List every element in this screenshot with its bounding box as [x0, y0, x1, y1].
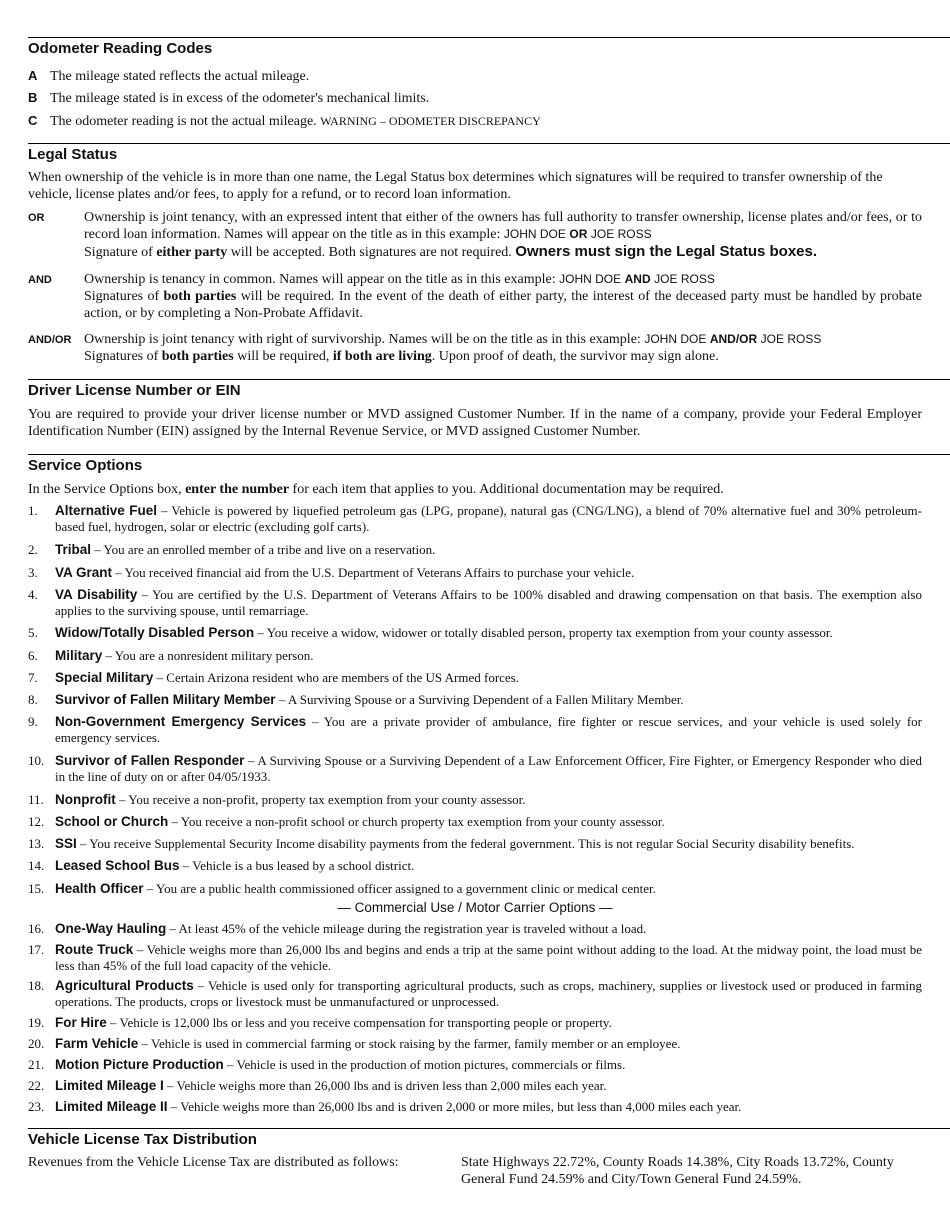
- option-body: [55, 814, 922, 830]
- option-description: – You receive a widow, widower or totally disabled person, property tax exemption from your county assessor.: [254, 625, 833, 640]
- option-number: 7.: [28, 670, 38, 685]
- code-letter: B: [28, 90, 38, 105]
- option-body: [55, 753, 922, 785]
- legal-status-andor-description: [84, 331, 922, 365]
- option-name: Non-Government Emergency Services: [55, 714, 307, 729]
- option-name: Survivor of Fallen Responder: [55, 753, 245, 768]
- odometer-warning: WARNING – ODOMETER DISCREPANCY: [320, 114, 541, 128]
- and-sig-pre: Signatures of: [84, 289, 164, 304]
- intro-bold: enter the number: [185, 482, 290, 497]
- example-conjunction: AND/OR: [709, 332, 758, 346]
- option-body: [55, 648, 922, 664]
- service-option-item: [28, 1036, 922, 1052]
- service-option-item: [28, 942, 922, 974]
- odometer-code-b: [28, 89, 429, 107]
- driver-license-text: You are required to provide your driver license number or MVD assigned Customer Number. If in the name of a company, provide your Federal Employer Identification Number (EIN) assigned by the Internal Revenue Service, or MVD assigned Customer Number.: [28, 407, 922, 439]
- option-number: 9.: [28, 714, 38, 729]
- option-name: Alternative Fuel: [55, 503, 158, 518]
- option-name: Special Military: [55, 670, 154, 685]
- service-option-item: [28, 836, 922, 852]
- section-divider: [28, 143, 950, 144]
- service-option-item: [28, 881, 922, 897]
- vlt-title: Vehicle License Tax Distribution: [28, 1131, 257, 1148]
- option-number: 17.: [28, 942, 45, 957]
- option-name: Widow/Totally Disabled Person: [55, 625, 255, 640]
- option-description: – Vehicle is used in commercial farming or stock raising by the farmer, family member or an employee.: [138, 1036, 681, 1051]
- option-name: School or Church: [55, 814, 169, 829]
- option-name: Tribal: [55, 542, 92, 557]
- option-description: – At least 45% of the vehicle mileage during the registration year is traveled without a load.: [166, 921, 647, 936]
- option-body: [55, 881, 922, 897]
- option-name: Health Officer: [55, 881, 144, 896]
- or-sig-post: will be accepted. Both signatures are not required.: [227, 245, 516, 260]
- option-body: [55, 503, 922, 535]
- option-description: – Vehicle is powered by liquefied petroleum gas (LPG, propane), natural gas (CNG/LNG), a blend of 70% alternative fuel and 30% petroleum-based fuel, hydrogen, solar or electric (excluding golf carts).: [55, 503, 922, 534]
- section-divider: [28, 454, 950, 455]
- option-number: 22.: [28, 1078, 45, 1093]
- service-option-item: [28, 978, 922, 1010]
- option-description: – Vehicle weighs more than 26,000 lbs and begins and ends a trip at the same point without adding to the load. At the midway point, the load must be less than 45% of the full load capacity of the vehicle.: [55, 942, 922, 973]
- option-number: 23.: [28, 1099, 45, 1114]
- odometer-section-title: Odometer Reading Codes: [28, 40, 213, 57]
- legal-status-key-and: AND: [28, 274, 52, 286]
- option-name: Route Truck: [55, 942, 134, 957]
- vlt-left-text: Revenues from the Vehicle License Tax are distributed as follows:: [28, 1155, 399, 1170]
- service-option-item: [28, 670, 922, 686]
- andor-sig-mid: will be required,: [233, 349, 333, 364]
- option-body: [55, 978, 922, 1010]
- option-number: 10.: [28, 753, 45, 768]
- option-name: SSI: [55, 836, 77, 851]
- option-number: 1.: [28, 503, 38, 518]
- option-number: 14.: [28, 858, 45, 873]
- option-body: [55, 714, 922, 746]
- or-text: Ownership is joint tenancy, with an expressed intent that either of the owners has full authority to transfer ownership, license plates and/or fees, or to record loan information. Names will appear on the title as in this example:: [84, 210, 922, 242]
- service-option-item: [28, 503, 922, 535]
- option-number: 3.: [28, 565, 38, 580]
- service-option-item: [28, 625, 922, 641]
- example-conjunction: OR: [569, 227, 588, 241]
- code-letter: C: [28, 113, 38, 128]
- option-name: VA Grant: [55, 565, 113, 580]
- service-option-item: [28, 565, 922, 581]
- service-option-item: [28, 1099, 922, 1115]
- option-description: – Vehicle weighs more than 26,000 lbs and is driven 2,000 or more miles, but less than 4,000 miles each year.: [167, 1099, 742, 1114]
- option-name: Agricultural Products: [55, 978, 194, 993]
- and-sig-post: will be required. In the event of the death of either party, the interest of the deceased party must be handled by probate action, or by completing a Non-Probate Affidavit.: [84, 289, 923, 321]
- service-options-title: Service Options: [28, 457, 143, 474]
- option-name: Military: [55, 648, 103, 663]
- option-body: [55, 1015, 922, 1031]
- example-name-1: JOHN DOE: [559, 272, 622, 286]
- odometer-code-a: [28, 67, 309, 85]
- example-name-1: JOHN DOE: [644, 332, 707, 346]
- service-option-item: [28, 1057, 922, 1073]
- service-option-item: [28, 692, 922, 708]
- option-description: – Vehicle is used in the production of motion pictures, commercials or films.: [223, 1057, 626, 1072]
- option-body: [55, 587, 922, 619]
- option-number: 18.: [28, 978, 45, 993]
- option-body: [55, 670, 922, 686]
- code-text: The odometer reading is not the actual mileage.: [50, 114, 321, 129]
- legal-status-intro: When ownership of the vehicle is in more than one name, the Legal Status box determines which signatures will be required to transfer ownership of the vehicle, license plates and/or fees, to apply for a refund, or to record loan information.: [28, 170, 883, 202]
- option-description: – A Surviving Spouse or a Surviving Dependent of a Law Enforcement Officer, Fire Fighter, or Emergency Responder who died in the line of duty on or after 04/05/1933.: [55, 753, 923, 784]
- option-body: [55, 1057, 922, 1073]
- example-name-2: JOE ROSS: [654, 272, 715, 286]
- option-body: [55, 1099, 922, 1115]
- section-divider: [28, 379, 950, 380]
- option-name: Leased School Bus: [55, 858, 180, 873]
- service-option-item: [28, 1078, 922, 1094]
- option-body: [55, 542, 922, 558]
- option-description: – Vehicle is used only for transporting agricultural products, such as crops, machinery, supplies or livestock used or produced in farming operations. The products, crops or livestock must be unmanufactured or unprocessed.: [55, 978, 922, 1009]
- option-name: Limited Mileage I: [55, 1078, 164, 1093]
- code-text: The mileage stated is in excess of the odometer's mechanical limits.: [50, 91, 430, 106]
- service-option-item: [28, 714, 922, 746]
- option-description: – Certain Arizona resident who are members of the US Armed forces.: [153, 670, 519, 685]
- vlt-distribution-text: State Highways 22.72%, County Roads 14.38%, City Roads 13.72%, County General Fund 24.59% and City/Town General Fund 24.59%.: [461, 1155, 894, 1187]
- option-number: 13.: [28, 836, 45, 851]
- code-letter: A: [28, 68, 38, 83]
- option-description: – You are an enrolled member of a tribe and live on a reservation.: [91, 542, 436, 557]
- driver-license-title: Driver License Number or EIN: [28, 382, 241, 399]
- option-description: – You received financial aid from the U.S. Department of Veterans Affairs to purchase your vehicle.: [112, 565, 635, 580]
- option-description: – You receive a non-profit school or church property tax exemption from your county assessor.: [168, 814, 665, 829]
- option-number: 2.: [28, 542, 38, 557]
- option-body: [55, 921, 922, 937]
- intro-pre: In the Service Options box,: [28, 482, 186, 497]
- legal-status-or-description: [84, 209, 922, 261]
- option-description: – You receive a non-profit, property tax exemption from your county assessor.: [115, 792, 526, 807]
- code-text: The mileage stated reflects the actual mileage.: [50, 69, 310, 84]
- option-description: – You are a private provider of ambulance, fire fighter or rescue services, and your vehicle is used solely for emergency services.: [55, 714, 922, 745]
- option-name: Survivor of Fallen Military Member: [55, 692, 276, 707]
- option-number: 11.: [28, 792, 44, 807]
- option-number: 6.: [28, 648, 38, 663]
- option-number: 19.: [28, 1015, 45, 1030]
- option-body: [55, 565, 922, 581]
- service-option-item: [28, 648, 922, 664]
- option-body: [55, 942, 922, 974]
- option-number: 20.: [28, 1036, 45, 1051]
- service-option-item: [28, 587, 922, 619]
- andor-sig-bold2: if both are living: [332, 349, 432, 364]
- legal-status-key-or: OR: [28, 212, 45, 224]
- option-description: – You receive Supplemental Security Income disability payments from the federal government. This is not regular Social Security disability benefits.: [76, 836, 855, 851]
- legal-status-title: Legal Status: [28, 146, 118, 163]
- service-option-item: [28, 1015, 922, 1031]
- option-name: One-Way Hauling: [55, 921, 167, 936]
- legal-status-and-description: [84, 271, 922, 322]
- andor-sig-post: . Upon proof of death, the survivor may sign alone.: [431, 349, 719, 364]
- service-options-intro: [28, 481, 922, 498]
- option-body: [55, 1078, 922, 1094]
- option-name: For Hire: [55, 1015, 107, 1030]
- option-body: [55, 692, 922, 708]
- andor-sig-bold: both parties: [161, 349, 234, 364]
- option-name: VA Disability: [55, 587, 138, 602]
- service-option-item: [28, 814, 922, 830]
- andor-text: Ownership is joint tenancy with right of survivorship. Names will be on the title as in this example:: [84, 332, 645, 347]
- option-number: 15.: [28, 881, 45, 896]
- section-divider: [28, 37, 950, 38]
- option-body: [55, 625, 922, 641]
- option-number: 8.: [28, 692, 38, 707]
- andor-sig-pre: Signatures of: [84, 349, 162, 364]
- option-description: – You are a public health commissioned officer assigned to a government clinic or medical center.: [143, 881, 656, 896]
- option-name: Limited Mileage II: [55, 1099, 168, 1114]
- intro-post: for each item that applies to you. Additional documentation may be required.: [289, 482, 724, 497]
- example-name-2: JOE ROSS: [590, 227, 652, 241]
- option-name: Farm Vehicle: [55, 1036, 139, 1051]
- owners-must-sign-notice: Owners must sign the Legal Status boxes.: [515, 243, 818, 260]
- option-description: – You are a nonresident military person.: [102, 648, 314, 663]
- option-body: [55, 836, 922, 852]
- and-text: Ownership is tenancy in common. Names will appear on the title as in this example:: [84, 272, 560, 287]
- option-body: [55, 1036, 922, 1052]
- and-sig-bold: both parties: [163, 289, 237, 304]
- service-option-item: [28, 921, 922, 937]
- option-description: – Vehicle is 12,000 lbs or less and you receive compensation for transporting people or property.: [106, 1015, 612, 1030]
- option-description: – Vehicle is a bus leased by a school district.: [179, 858, 415, 873]
- service-option-item: [28, 753, 922, 785]
- legal-status-key-andor: AND/OR: [28, 334, 72, 346]
- or-sig-bold: either party: [156, 245, 228, 260]
- option-number: 16.: [28, 921, 45, 936]
- option-description: – You are certified by the U.S. Department of Veterans Affairs to be 100% disabled and drawing compensation on that basis. The exemption also applies to the surviving spouse, until remarriage.: [55, 587, 922, 618]
- option-name: Nonprofit: [55, 792, 116, 807]
- option-name: Motion Picture Production: [55, 1057, 224, 1072]
- option-body: [55, 792, 922, 808]
- example-name-2: JOE ROSS: [760, 332, 822, 346]
- section-divider: [28, 1128, 950, 1129]
- example-name-1: JOHN DOE: [503, 227, 566, 241]
- option-number: 12.: [28, 814, 45, 829]
- option-description: – Vehicle weighs more than 26,000 lbs and is driven less than 2,000 miles each year.: [163, 1078, 607, 1093]
- option-number: 5.: [28, 625, 38, 640]
- service-option-item: [28, 858, 922, 874]
- odometer-code-c: [28, 112, 541, 130]
- option-description: – A Surviving Spouse or a Surviving Dependent of a Fallen Military Member.: [275, 692, 684, 707]
- option-number: 21.: [28, 1057, 45, 1072]
- option-body: [55, 858, 922, 874]
- example-conjunction: AND: [624, 272, 651, 286]
- service-option-item: [28, 792, 922, 808]
- option-number: 4.: [28, 587, 38, 602]
- or-sig-pre: Signature of: [84, 245, 157, 260]
- service-option-item: [28, 542, 922, 558]
- commercial-options-heading: — Commercial Use / Motor Carrier Options —: [337, 900, 613, 915]
